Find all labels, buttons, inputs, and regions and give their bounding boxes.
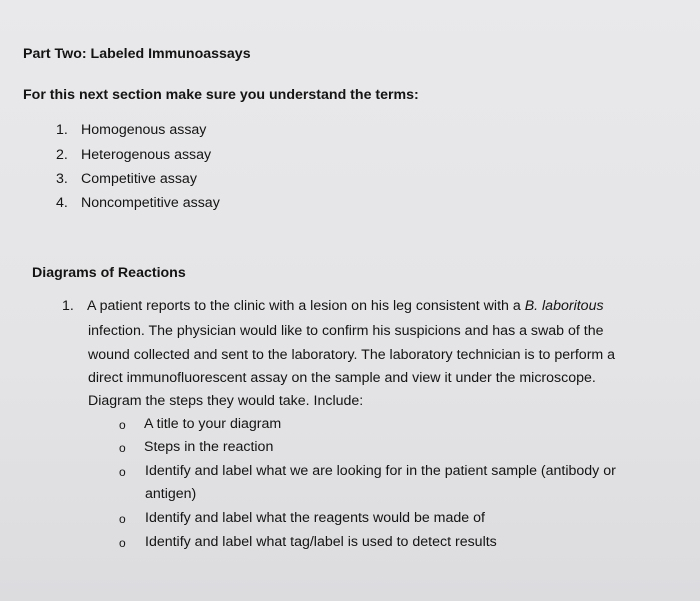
term-number: 1. [56, 122, 68, 138]
question-text: A patient reports to the clinic with a lesion on his leg consistent with a [87, 298, 525, 314]
term-number: 2. [56, 147, 68, 163]
requirement-item: Steps in the reaction [144, 439, 274, 455]
bullet-mark: o [119, 512, 126, 526]
term-item: Heterogenous assay [81, 147, 212, 163]
question-line: infection. The physician would like to confirm his suspicions and has a swab of the [88, 323, 604, 339]
term-number: 3. [56, 171, 68, 187]
question-line: direct immunofluorescent assay on the sample and view it under the microscope. [88, 370, 596, 386]
part-heading: Part Two: Labeled Immunoassays [23, 46, 251, 62]
bullet-mark: o [119, 418, 126, 432]
section-title: Diagrams of Reactions [32, 265, 186, 281]
intro-line: For this next section make sure you understand the terms: [23, 87, 419, 103]
requirement-item: A title to your diagram [144, 416, 282, 432]
requirement-item: Identify and label what tag/label is used to detect results [145, 534, 497, 550]
requirement-item-continued: antigen) [145, 486, 197, 502]
requirement-item: Identify and label what the reagents would be made of [145, 510, 485, 526]
term-number: 4. [56, 195, 68, 211]
bullet-mark: o [119, 536, 126, 550]
bullet-mark: o [119, 465, 126, 479]
question-line: Diagram the steps they would take. Include: [88, 393, 364, 409]
term-item: Homogenous assay [81, 122, 207, 138]
term-item: Noncompetitive assay [81, 195, 220, 211]
question-number: 1. [62, 298, 74, 314]
requirement-item: Identify and label what we are looking for in the patient sample (antibody or [145, 463, 616, 479]
organism-name: B. laboritous [524, 298, 604, 314]
bullet-mark: o [119, 441, 126, 455]
question-line: wound collected and sent to the laboratory. The laboratory technician is to perform a [88, 347, 616, 363]
term-item: Competitive assay [81, 171, 197, 187]
question-line [87, 297, 604, 315]
